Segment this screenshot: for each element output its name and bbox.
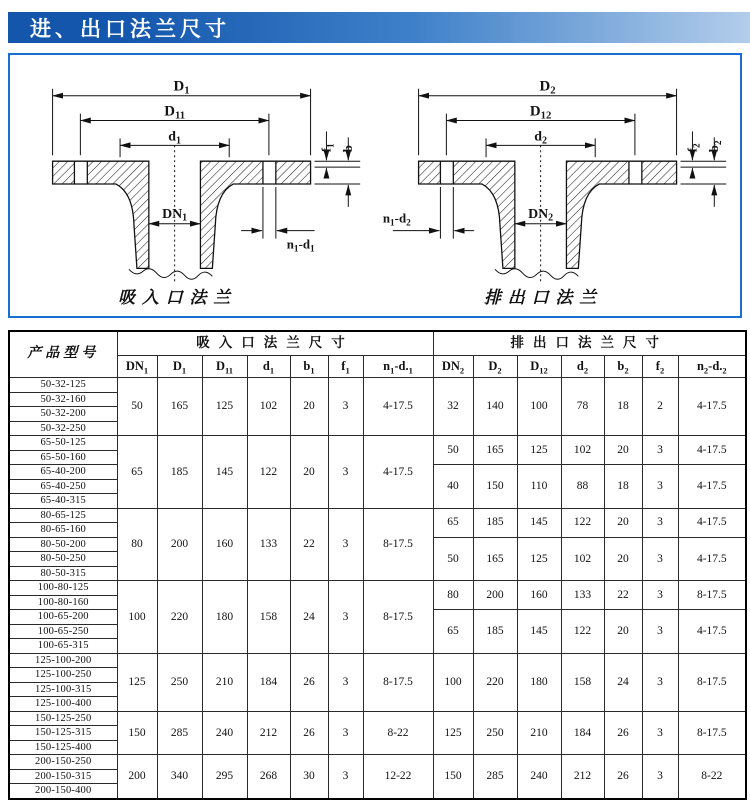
suction-dim-cell: 50 — [117, 378, 157, 436]
discharge-dim-cell: 18 — [604, 378, 642, 436]
suction-dim-cell: 200 — [117, 755, 157, 799]
product-model-cell: 50-32-250 — [9, 421, 117, 436]
flange-table — [8, 330, 747, 800]
discharge-dim-cell: 240 — [517, 755, 561, 799]
discharge-dim-cell: 210 — [517, 711, 561, 755]
suction-dim-cell: 145 — [202, 436, 247, 509]
dim-label-n1-d2-holes: $n_1-d_2$ — [382, 211, 411, 229]
product-model-cell: 65-50-125 — [9, 436, 117, 451]
table-row — [9, 653, 746, 668]
col-header-discharge-group: 排出口法兰尺寸 — [433, 331, 746, 356]
discharge-dim-cell: 140 — [473, 378, 517, 436]
suction-dim-cell: 150 — [117, 711, 157, 755]
discharge-dim-cell: 8-22 — [678, 755, 746, 799]
col-header-d12: $D_{12}$ — [517, 356, 561, 378]
table-row — [9, 755, 746, 770]
discharge-dim-cell: 8-17.5 — [678, 711, 746, 755]
suction-dim-cell: 8-17.5 — [363, 508, 433, 581]
suction-dim-cell: 8-17.5 — [363, 653, 433, 711]
discharge-dim-cell: 212 — [561, 755, 604, 799]
discharge-dim-cell: 20 — [604, 508, 642, 537]
col-header-d2-face: $d_2$ — [561, 356, 604, 378]
suction-dim-cell: 212 — [247, 711, 290, 755]
discharge-dim-cell: 160 — [517, 581, 561, 610]
discharge-dim-cell: 122 — [561, 610, 604, 654]
diagram-panel — [8, 53, 742, 318]
table-body — [9, 378, 746, 799]
suction-dim-cell: 20 — [290, 436, 328, 509]
table-row — [9, 436, 746, 451]
discharge-dim-cell: 32 — [433, 378, 473, 436]
discharge-dim-cell: 165 — [473, 537, 517, 581]
discharge-dim-cell: 20 — [604, 537, 642, 581]
product-model-cell: 125-100-400 — [9, 697, 117, 712]
dim-label-d1-outer: $D_1$ — [173, 78, 190, 97]
suction-dim-cell: 3 — [328, 378, 363, 436]
dim-label-d2-face: $d_2$ — [534, 128, 547, 146]
dim-label-b: b — [341, 144, 356, 152]
col-header-dn2: $DN_2$ — [433, 356, 473, 378]
discharge-dim-cell: 165 — [473, 436, 517, 465]
col-header-d2: $D_2$ — [473, 356, 517, 378]
discharge-dim-cell: 3 — [642, 436, 678, 465]
suction-dim-cell: 26 — [290, 711, 328, 755]
product-model-cell: 100-65-200 — [9, 610, 117, 625]
dim-label-d11-bolt-circle: $D_{11}$ — [164, 103, 186, 122]
discharge-dim-cell: 3 — [642, 537, 678, 581]
table-header-row-groups — [9, 331, 746, 356]
discharge-dim-cell: 3 — [642, 653, 678, 711]
dim-label-d1-face: $d_1$ — [168, 128, 181, 146]
discharge-dim-cell: 3 — [642, 610, 678, 654]
discharge-dim-cell: 26 — [604, 755, 642, 799]
discharge-dim-cell: 20 — [604, 610, 642, 654]
product-model-cell: 100-80-125 — [9, 581, 117, 596]
product-model-cell: 80-50-315 — [9, 566, 117, 581]
dim-label-b2: $b_2$ — [707, 139, 725, 152]
suction-dim-cell: 133 — [247, 508, 290, 581]
discharge-dim-cell: 200 — [473, 581, 517, 610]
discharge-dim-cell: 133 — [561, 581, 604, 610]
product-model-cell: 150-125-315 — [9, 726, 117, 741]
discharge-dim-cell: 78 — [561, 378, 604, 436]
col-header-suction-group: 吸入口法兰尺寸 — [117, 331, 433, 356]
suction-dim-cell: 160 — [202, 508, 247, 581]
discharge-dim-cell: 102 — [561, 537, 604, 581]
discharge-dim-cell: 18 — [604, 465, 642, 509]
suction-dim-cell: 4-17.5 — [363, 436, 433, 509]
suction-dim-cell: 3 — [328, 755, 363, 799]
suction-dim-cell: 250 — [157, 653, 202, 711]
product-model-cell: 50-32-160 — [9, 392, 117, 407]
discharge-dim-cell: 8-17.5 — [678, 653, 746, 711]
suction-dim-cell: 3 — [328, 508, 363, 581]
product-model-cell: 100-80-160 — [9, 595, 117, 610]
discharge-dim-cell: 125 — [517, 537, 561, 581]
discharge-dim-cell: 285 — [473, 755, 517, 799]
discharge-dim-cell: 40 — [433, 465, 473, 509]
suction-flange-diagram — [10, 58, 374, 314]
suction-caption: 吸入口法兰 — [118, 287, 238, 307]
suction-dim-cell: 210 — [202, 653, 247, 711]
discharge-dim-cell: 50 — [433, 537, 473, 581]
flange-table-section — [8, 330, 745, 800]
discharge-dim-cell: 50 — [433, 436, 473, 465]
suction-dim-cell: 180 — [202, 581, 247, 654]
suction-dim-cell: 340 — [157, 755, 202, 799]
dim-label-dn2-bore: $DN_2$ — [528, 206, 554, 224]
discharge-dim-cell: 184 — [561, 711, 604, 755]
product-model-cell: 150-125-400 — [9, 740, 117, 755]
discharge-dim-cell: 220 — [473, 653, 517, 711]
suction-dim-cell: 158 — [247, 581, 290, 654]
suction-dim-cell: 3 — [328, 653, 363, 711]
page-title: 进、出口法兰尺寸 — [30, 17, 230, 41]
discharge-dim-cell: 65 — [433, 610, 473, 654]
discharge-dim-cell: 3 — [642, 755, 678, 799]
col-header-f1: $f_1$ — [328, 356, 363, 378]
product-model-cell: 50-32-125 — [9, 378, 117, 393]
table-row — [9, 508, 746, 523]
product-model-cell: 65-50-160 — [9, 450, 117, 465]
suction-dim-cell: 122 — [247, 436, 290, 509]
product-model-cell: 100-65-315 — [9, 639, 117, 654]
discharge-dim-cell: 122 — [561, 508, 604, 537]
discharge-dim-cell: 4-17.5 — [678, 378, 746, 436]
discharge-dim-cell: 102 — [561, 436, 604, 465]
discharge-dim-cell: 3 — [642, 581, 678, 610]
discharge-dim-cell: 4-17.5 — [678, 465, 746, 509]
discharge-dim-cell: 110 — [517, 465, 561, 509]
discharge-caption: 排出口法兰 — [484, 287, 604, 307]
table-row — [9, 711, 746, 726]
header-bar — [8, 12, 750, 43]
discharge-dim-cell: 145 — [517, 610, 561, 654]
discharge-dim-cell: 150 — [433, 755, 473, 799]
suction-dim-cell: 20 — [290, 378, 328, 436]
suction-dim-cell: 12-22 — [363, 755, 433, 799]
product-model-cell: 65-40-250 — [9, 479, 117, 494]
product-model-cell: 65-40-200 — [9, 465, 117, 480]
suction-dim-cell: 125 — [117, 653, 157, 711]
discharge-dim-cell: 185 — [473, 610, 517, 654]
discharge-dim-cell: 145 — [517, 508, 561, 537]
discharge-dim-cell: 250 — [473, 711, 517, 755]
suction-dim-cell: 24 — [290, 581, 328, 654]
discharge-dim-cell: 158 — [561, 653, 604, 711]
discharge-dim-cell: 100 — [517, 378, 561, 436]
table-row — [9, 378, 746, 393]
product-model-cell: 80-65-125 — [9, 508, 117, 523]
suction-dim-cell: 8-17.5 — [363, 581, 433, 654]
discharge-dim-cell: 185 — [473, 508, 517, 537]
suction-dim-cell: 220 — [157, 581, 202, 654]
dim-label-f1: $f_1$ — [319, 142, 337, 152]
product-model-cell: 200-150-400 — [9, 784, 117, 799]
suction-dim-cell: 100 — [117, 581, 157, 654]
product-model-cell: 80-65-160 — [9, 523, 117, 538]
discharge-dim-cell: 88 — [561, 465, 604, 509]
discharge-dim-cell: 20 — [604, 436, 642, 465]
discharge-dim-cell: 4-17.5 — [678, 508, 746, 537]
product-model-cell: 200-150-315 — [9, 769, 117, 784]
suction-dim-cell: 3 — [328, 711, 363, 755]
suction-dim-cell: 185 — [157, 436, 202, 509]
discharge-dim-cell: 150 — [473, 465, 517, 509]
dim-label-n1-d1-holes: $n_1-d_1$ — [286, 237, 315, 254]
suction-dim-cell: 200 — [157, 508, 202, 581]
discharge-dim-cell: 100 — [433, 653, 473, 711]
product-model-cell: 80-50-200 — [9, 537, 117, 552]
dim-label-dn1-bore: $DN_1$ — [162, 206, 188, 224]
discharge-dim-cell: 4-17.5 — [678, 537, 746, 581]
discharge-dim-cell: 125 — [517, 436, 561, 465]
col-header-d1-face: $d_1$ — [247, 356, 290, 378]
dim-label-d2-outer: $D_2$ — [539, 78, 556, 97]
discharge-dim-cell: 4-17.5 — [678, 436, 746, 465]
suction-dim-cell: 125 — [202, 378, 247, 436]
col-header-n1-d1: $n_1-d._1$ — [363, 356, 433, 378]
suction-dim-cell: 285 — [157, 711, 202, 755]
product-model-cell: 50-32-200 — [9, 407, 117, 422]
discharge-dim-cell: 80 — [433, 581, 473, 610]
product-model-cell: 100-65-250 — [9, 624, 117, 639]
suction-dim-cell: 165 — [157, 378, 202, 436]
suction-dim-cell: 30 — [290, 755, 328, 799]
col-header-product-model: 产品型号 — [9, 331, 117, 378]
suction-dim-cell: 80 — [117, 508, 157, 581]
col-header-d11: $D_{11}$ — [202, 356, 247, 378]
suction-dim-cell: 102 — [247, 378, 290, 436]
discharge-dim-cell: 8-17.5 — [678, 581, 746, 610]
product-model-cell: 200-150-250 — [9, 755, 117, 770]
discharge-dim-cell: 22 — [604, 581, 642, 610]
product-model-cell: 125-100-250 — [9, 668, 117, 683]
product-model-cell: 125-100-200 — [9, 653, 117, 668]
col-header-d1: $D_1$ — [157, 356, 202, 378]
discharge-dim-cell: 24 — [604, 653, 642, 711]
suction-dim-cell: 184 — [247, 653, 290, 711]
discharge-dim-cell: 4-17.5 — [678, 610, 746, 654]
suction-dim-cell: 26 — [290, 653, 328, 711]
suction-dim-cell: 8-22 — [363, 711, 433, 755]
product-model-cell: 65-40-315 — [9, 494, 117, 509]
discharge-dim-cell: 180 — [517, 653, 561, 711]
col-header-n2-d2: $n_2-d._2$ — [678, 356, 746, 378]
table-header-row-dims — [9, 356, 746, 378]
dim-label-d12-bolt-circle: $D_{12}$ — [529, 103, 552, 122]
discharge-dim-cell: 2 — [642, 378, 678, 436]
suction-dim-cell: 22 — [290, 508, 328, 581]
dim-label-f2: $f_2$ — [685, 142, 703, 152]
col-header-b1: $b_1$ — [290, 356, 328, 378]
suction-dim-cell: 65 — [117, 436, 157, 509]
product-model-cell: 150-125-250 — [9, 711, 117, 726]
suction-dim-cell: 4-17.5 — [363, 378, 433, 436]
suction-dim-cell: 295 — [202, 755, 247, 799]
suction-dim-cell: 3 — [328, 581, 363, 654]
suction-dim-cell: 3 — [328, 436, 363, 509]
col-header-dn1: $DN_1$ — [117, 356, 157, 378]
table-row — [9, 581, 746, 596]
discharge-dim-cell: 125 — [433, 711, 473, 755]
product-model-cell: 80-50-250 — [9, 552, 117, 567]
col-header-f2: $f_2$ — [642, 356, 678, 378]
suction-dim-cell: 268 — [247, 755, 290, 799]
discharge-dim-cell: 26 — [604, 711, 642, 755]
discharge-dim-cell: 3 — [642, 508, 678, 537]
col-header-b2: $b_2$ — [604, 356, 642, 378]
discharge-dim-cell: 3 — [642, 465, 678, 509]
discharge-flange-diagram — [376, 58, 740, 314]
discharge-dim-cell: 3 — [642, 711, 678, 755]
discharge-dim-cell: 65 — [433, 508, 473, 537]
product-model-cell: 125-100-315 — [9, 682, 117, 697]
suction-dim-cell: 240 — [202, 711, 247, 755]
